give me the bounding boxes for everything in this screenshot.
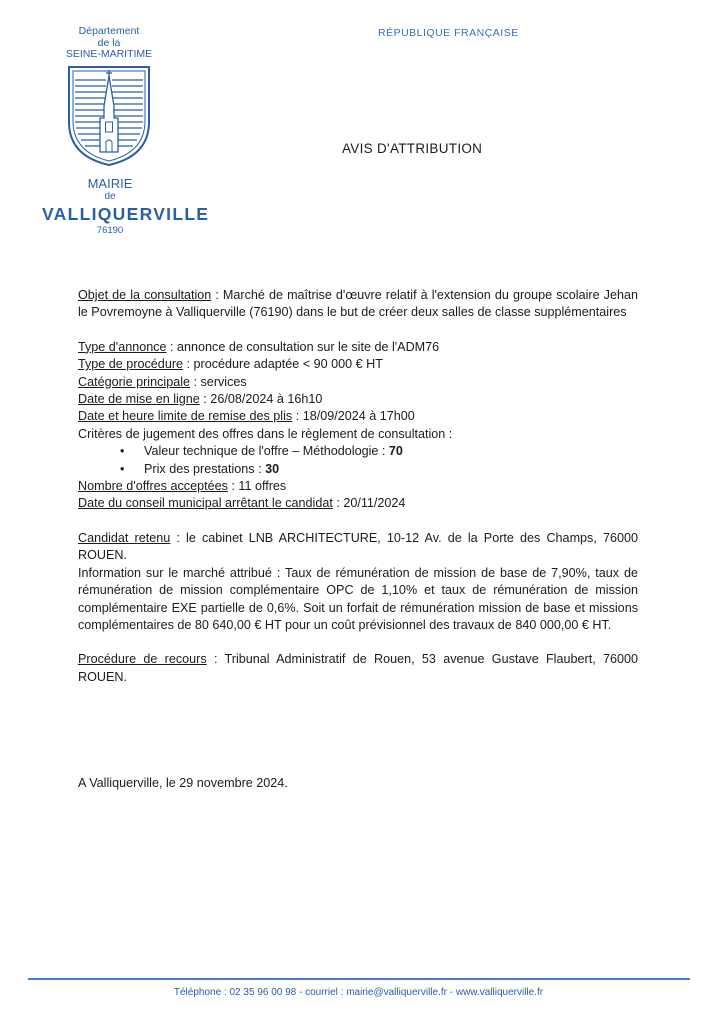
mairie-line-1: MAIRIE [87, 176, 133, 191]
recours-label: Procédure de recours [78, 652, 207, 667]
conseil-value: : 20/11/2024 [332, 496, 406, 511]
republique-label: RÉPUBLIQUE FRANÇAISE [378, 27, 519, 39]
department-line-1: Département [78, 25, 140, 37]
nombre-label: Nombre d'offres acceptées [78, 479, 228, 494]
footer-contact: Téléphone : 02 35 96 00 98 - courriel : mairie@valliquerville.fr - www.valliquerville.fr [173, 987, 544, 998]
footer-divider [28, 978, 690, 980]
town-name: VALLIQUERVILLE [42, 204, 210, 224]
postal-code: 76190 [96, 225, 124, 236]
coat-of-arms-icon [66, 64, 152, 168]
detail-value: : 26/08/2024 à 16h10 [199, 392, 323, 407]
candidat-label: Candidat retenu [78, 530, 171, 545]
document-body [78, 287, 638, 686]
objet-value: : Marché de maîtrise d'œuvre relatif à l'extension du groupe scolaire Jehan le Povremoyne à Valliquerville (76190) dans le but de créer deux salles de classe supplémentaires [78, 288, 638, 320]
detail-label: Type d'annonce [78, 339, 167, 354]
critere-text: Valeur technique de l'offre – Méthodologie : [144, 444, 389, 459]
criteres-list [78, 443, 638, 478]
recours-paragraph [78, 651, 638, 686]
detail-type-procedure [78, 356, 638, 373]
candidat-paragraph [78, 530, 638, 565]
detail-label: Type de procédure [78, 357, 184, 372]
critere-weight: 70 [388, 444, 403, 459]
detail-label: Catégorie principale [78, 374, 191, 389]
information-paragraph: Information sur le marché attribué : Taux de rémunération de mission de base de 7,90%, taux de rémunération de mission complémentaire OPC de 1,10% et taux de rémunération de mission complémentaire EXE partielle de 0,6%. Soit un forfait de rémunération mission de base et missions complémentaires de 80 640,00 € HT pour un coût prévisionnel des travaux de 840 000,00 € HT. [78, 565, 638, 632]
recours-value: : Tribunal Administratif de Rouen, 53 avenue Gustave Flaubert, 76000 ROUEN. [78, 652, 638, 684]
candidat-value: : le cabinet LNB ARCHITECTURE, 10-12 Av. de la Porte des Champs, 76000 ROUEN. [78, 530, 639, 563]
date-conseil [78, 495, 638, 512]
detail-date-mise-en-ligne [78, 391, 638, 408]
detail-label: Date et heure limite de remise des plis [78, 409, 293, 424]
department-line-2: de la [97, 36, 121, 49]
detail-value: : services [190, 374, 247, 389]
detail-label: Date de mise en ligne [78, 392, 200, 407]
objet-paragraph [78, 287, 638, 322]
nombre-value: : 11 offres [227, 479, 287, 494]
critere-weight: 30 [265, 461, 280, 476]
detail-value: : procédure adaptée < 90 000 € HT [183, 357, 383, 372]
department-line-3: SEINE-MARITIME [65, 48, 153, 60]
mairie-line-2: de [104, 191, 116, 202]
critere-item [78, 443, 638, 460]
detail-date-limite [78, 408, 638, 425]
critere-text: Prix des prestations : [144, 461, 266, 476]
department-label [54, 26, 164, 61]
critere-item [78, 461, 638, 478]
mairie-label [42, 176, 210, 237]
conseil-label: Date du conseil municipal arrêtant le candidat [78, 496, 333, 511]
detail-value: : 18/09/2024 à 17h00 [292, 409, 415, 424]
detail-type-annonce [78, 339, 638, 356]
signature-date: A Valliquerville, le 29 novembre 2024. [78, 776, 288, 790]
detail-value: : annonce de consultation sur le site de l'ADM76 [166, 339, 440, 354]
detail-categorie [78, 374, 638, 391]
nombre-offres [78, 478, 638, 495]
document-title: AVIS D'ATTRIBUTION [342, 141, 483, 156]
criteres-intro: Critères de jugement des offres dans le règlement de consultation : [78, 426, 453, 441]
objet-label: Objet de la consultation [78, 288, 212, 302]
